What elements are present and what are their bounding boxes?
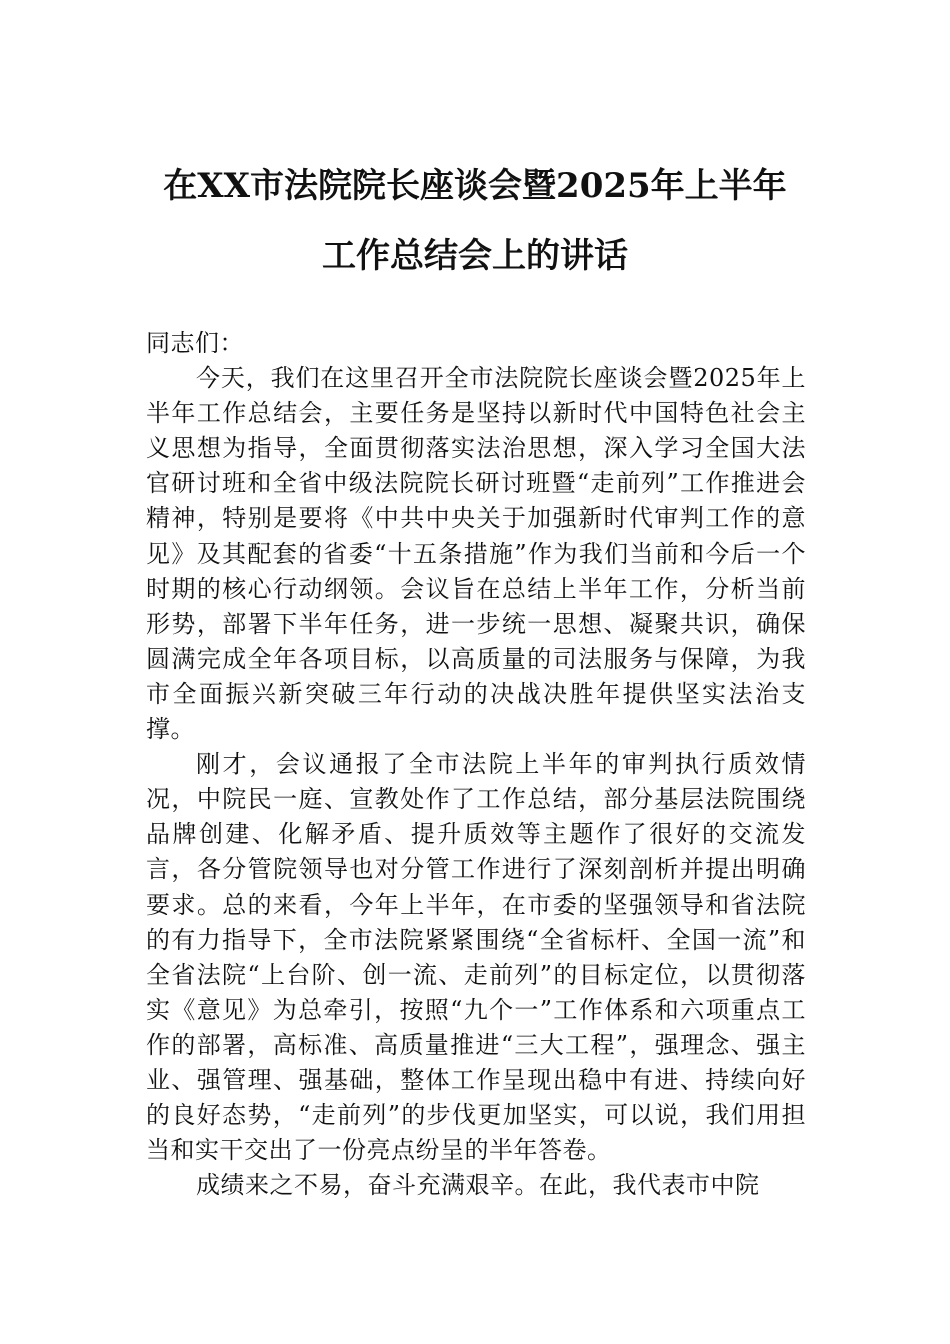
document-body <box>146 326 806 1203</box>
paragraph-2: 刚才，会议通报了全市法院上半年的审判执行质效情况，中院民一庭、宣教处作了工作总结，部分基层法院围绕品牌创建、化解矛盾、提升质效等主题作了很好的交流发言，各分管院领导也对分管工作进行了深刻剖析并提出明确要求。总的来看，今年上半年，在市委的坚强领导和省法院的有力指导下，全市法院紧紧围绕“全省标杆、全国一流”和全省法院“上台阶、创一流、走前列”的目标定位，以贯彻落实《意见》为总牵引，按照“九个一”工作体系和六项重点工作的部署，高标准、高质量推进“三大工程”，强理念、强主业、强管理、强基础，整体工作呈现出稳中有进、持续向好的良好态势，“走前列”的步伐更加坚实，可以说，我们用担当和实干交出了一份亮点纷呈的半年答卷。 <box>146 750 806 1165</box>
document-title-line-1: 在XX市法院院长座谈会暨2025年上半年 <box>163 166 787 206</box>
salutation: 同志们： <box>146 329 244 357</box>
document-title-line-2: 工作总结会上的讲话 <box>322 236 628 276</box>
paragraph-1: 今天，我们在这里召开全市法院院长座谈会暨2025年上半年工作总结会，主要任务是坚持以新时代中国特色社会主义思想为指导，全面贯彻落实法治思想，深入学习全国大法官研讨班和全省中级法院院长研讨班暨“走前列”工作推进会精神，特别是要将《中共中央关于加强新时代审判工作的意见》及其配套的省委“十五条措施”作为我们当前和今后一个时期的核心行动纲领。会议旨在总结上半年工作，分析当前形势，部署下半年任务，进一步统一思想、凝聚共识，确保圆满完成全年各项目标，以高质量的司法服务与保障，为我市全面振兴新突破三年行动的决战决胜年提供坚实法治支撑。 <box>146 364 806 744</box>
paragraph-3: 成绩来之不易，奋斗充满艰辛。在此，我代表市中院 <box>196 1171 760 1200</box>
